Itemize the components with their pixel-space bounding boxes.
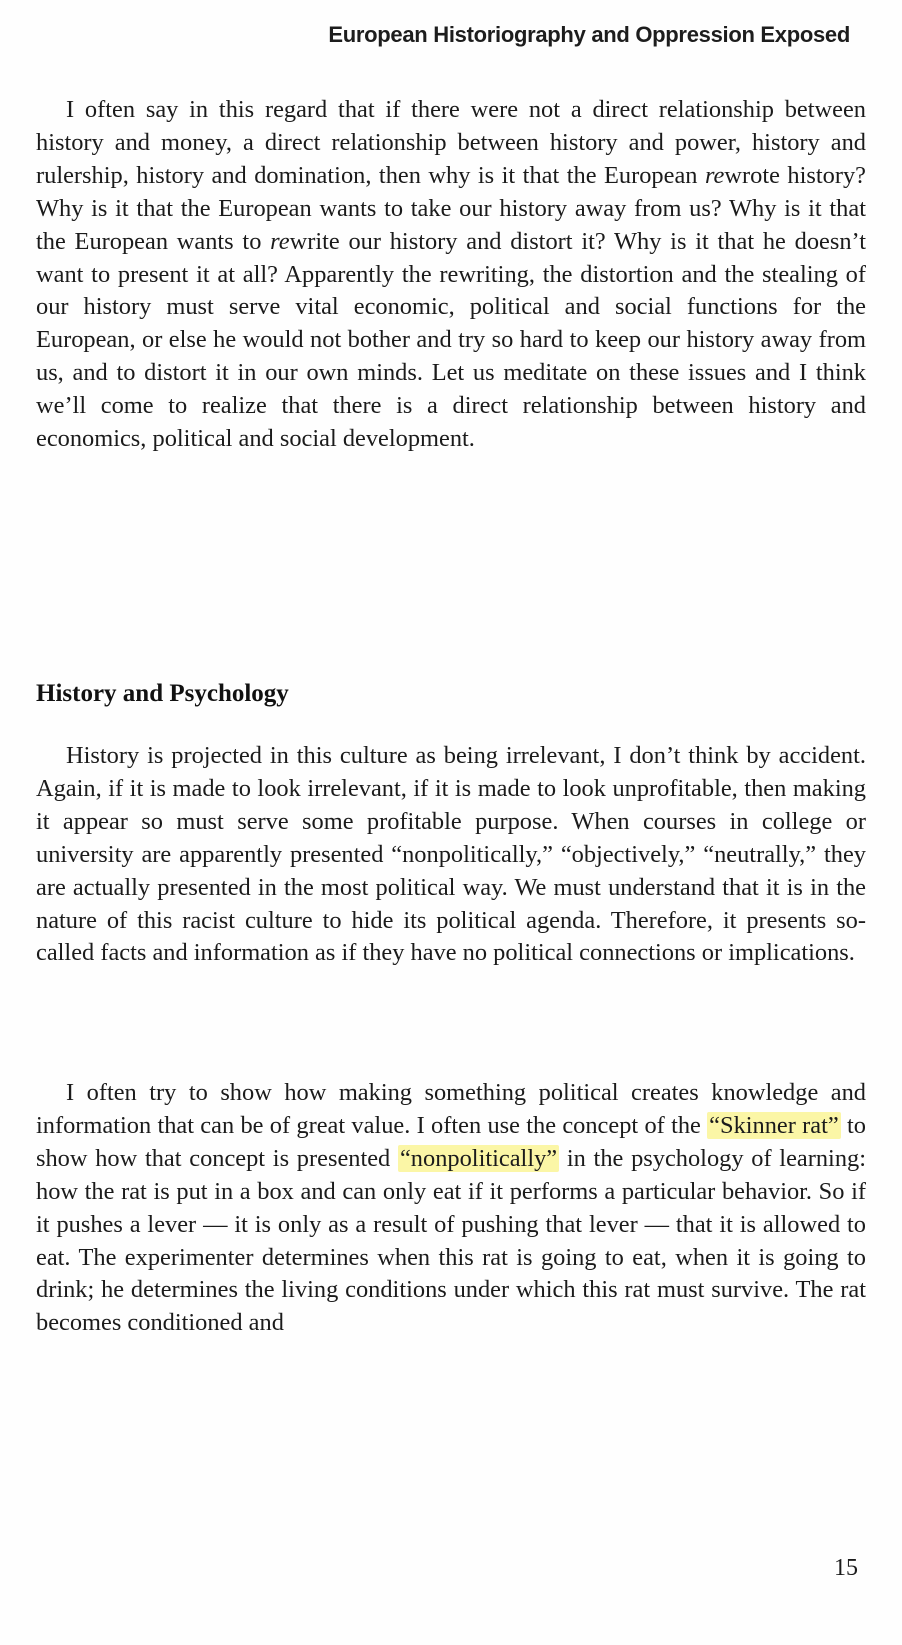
text-run: in the psychology of learning: how the rat is put in a box and can only eat if it performs a particular behavior. So if it pushes a lever — it is only as a result of pushing that lever — that it is allowed to eat. The experimenter determines when this rat is going to eat, when it is going to drink; he determines the living conditions under which this rat must survive. The rat becomes conditioned and [36, 1144, 866, 1337]
page-number: 15 [834, 1555, 858, 1581]
text-run: to show how that concept is presented [36, 1111, 866, 1172]
italic-prefix: re [704, 161, 725, 189]
highlighted-phrase: “Skinner rat” [709, 1111, 839, 1139]
paragraph-2 [36, 740, 866, 970]
text-run: I often say in this regard that if there were not a direct relationship between history and money, a direct relationship between history and power, history and rulership, history and domination, then why is it that the European [36, 96, 866, 189]
paragraph-2-text: History is projected in this culture as being irrelevant, I don’t think by accident. Again, if it is made to look irrelevant, if it is made to look unprofitable, then making it appear so must serve some profitable purpose. When courses in college or university are apparently presented “nonpolitically,” “objectively,” “neutrally,” they are actually presented in the most political way. We must understand that it is in the nature of this racist culture to hide its political agenda. Therefore, it presents so-called facts and information as if they have no political connections or implications. [36, 742, 866, 967]
section-heading: History and Psychology [36, 680, 289, 707]
highlighted-phrase: “nonpolitically” [399, 1144, 558, 1172]
paragraph-1-text [36, 94, 866, 456]
italic-prefix: re [270, 227, 290, 255]
text-run: I often try to show how making something political creates knowledge and information that can be of great value. I often use the concept of the [36, 1079, 866, 1139]
running-header: European Historiography and Oppression Exposed [328, 22, 850, 47]
paragraph-3 [36, 1077, 866, 1340]
text-run: wrote history? Why is it that the European wants to take our history away from us? Why is it that the European wants to [36, 161, 866, 255]
text-run: write our history and distort it? Why is it that he doesn’t want to present it at all? Apparently the rewriting, the distortion and the stealing of our history must serve vital economic, political and social functions for the European, or else he would not bother and try so hard to keep our history away from us, and to distort it in our own minds. Let us meditate on these issues and I think we’ll come to realize that there is a direct relationship between history and economics, political and social development. [36, 227, 866, 453]
paragraph-1 [36, 94, 866, 456]
paragraph-3-text [36, 1077, 866, 1340]
